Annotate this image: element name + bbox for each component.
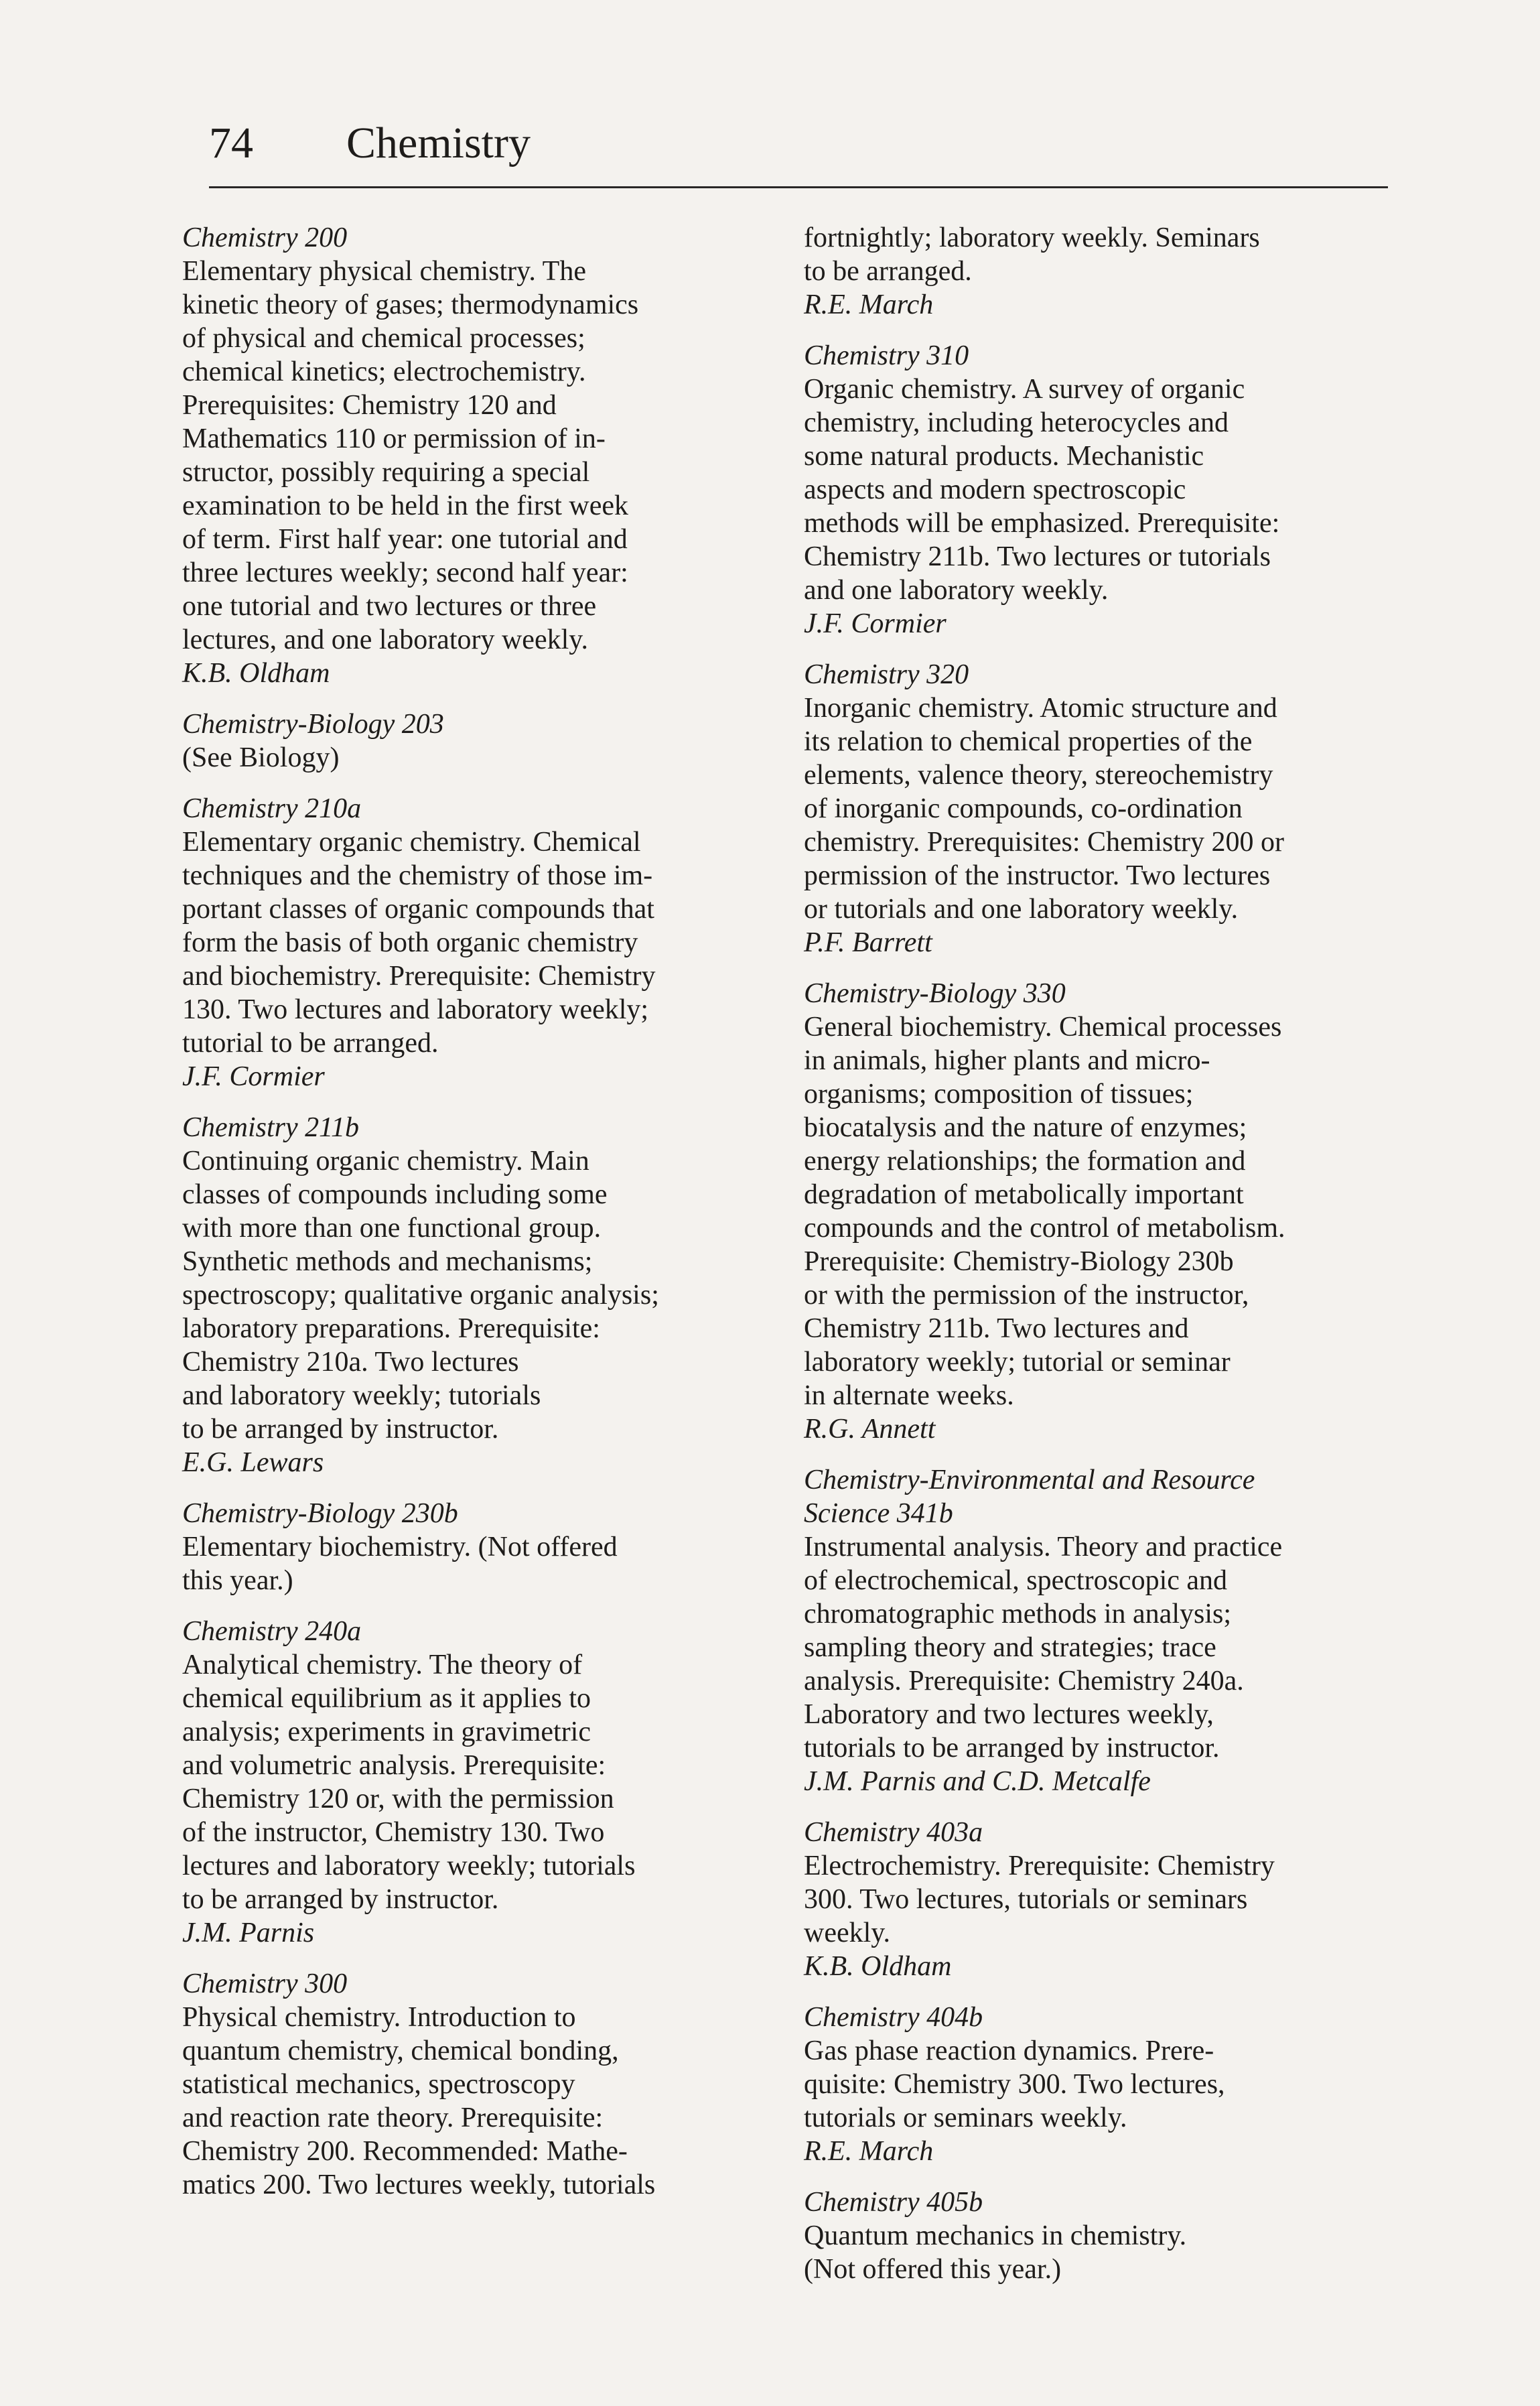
course-instructor: P.F. Barrett bbox=[804, 927, 932, 958]
course-title: Chemistry 320 bbox=[804, 659, 969, 690]
course-instructor: K.B. Oldham bbox=[182, 658, 330, 689]
course-description: Elementary biochemistry. (Not offered this year.) bbox=[182, 1532, 618, 1596]
page-header bbox=[209, 113, 1388, 188]
page-title: Chemistry bbox=[346, 119, 531, 168]
course-instructor: J.F. Cormier bbox=[804, 608, 947, 639]
course-description: fortnightly; laboratory weekly. Seminars to be arranged. bbox=[804, 222, 1260, 287]
course-description: (See Biology) bbox=[182, 742, 340, 773]
course-title: Chemistry 211b bbox=[182, 1112, 360, 1143]
course-title: Chemistry-Biology 203 bbox=[182, 709, 444, 740]
course-description: Analytical chemistry. The theory of chemical equilibrium as it applies to analysis; experiments in gravimetric and volumetric analysis. Prerequisite: Chemistry 120 or, with the permission of the instructor, Chemistry 130. Two lectures and laboratory weekly; tutorials to be arranged by instructor. bbox=[182, 1650, 636, 1915]
course-entry bbox=[182, 1111, 785, 1479]
course-entry bbox=[804, 1816, 1407, 1983]
course-entry bbox=[804, 2001, 1407, 2168]
course-entry bbox=[182, 221, 785, 690]
course-title: Chemistry 310 bbox=[804, 340, 969, 371]
left-column bbox=[182, 221, 785, 2219]
course-description: Continuing organic chemistry. Main classes of compounds including some with more than one functional group. Synthetic methods and mechanisms; spectroscopy; qualitative organic analysis; laboratory preparations. Prerequisite: Chemistry 210a. Two lectures and laboratory weekly; tutorials to be arranged by instructor. bbox=[182, 1146, 659, 1445]
course-description: Elementary physical chemistry. The kinetic theory of gases; thermodynamics of physical and chemical processes; chemical kinetics; electrochemistry. Prerequisites: Chemistry 120 and Mathematics 110 or permission of in- structor, possibly requiring a special examination to be held in the first week of term. First half year: one tutorial and three lectures weekly; second half year: one tutorial and two lectures or three lectures, and one laboratory weekly. bbox=[182, 256, 639, 655]
course-entry bbox=[804, 977, 1407, 1446]
course-entry bbox=[182, 1967, 785, 2202]
course-title: Chemistry 210a bbox=[182, 793, 362, 824]
course-entry-continued bbox=[804, 221, 1407, 322]
course-description: General biochemistry. Chemical processes in animals, higher plants and micro- organisms; composition of tissues; biocatalysis and the nature of enzymes; energy relationships; the formation and degradation of metabolically important compounds and the control of metabolism. Prerequisite: Chemistry-Biology 230b or with the permission of the instructor, Chemistry 211b. Two lectures and laboratory weekly; tutorial or seminar in alternate weeks. bbox=[804, 1012, 1285, 1411]
course-instructor: R.E. March bbox=[804, 289, 934, 320]
course-entry bbox=[804, 2186, 1407, 2286]
course-title: Chemistry-Biology 330 bbox=[804, 978, 1066, 1009]
course-title: Chemistry 240a bbox=[182, 1616, 362, 1647]
course-description: Quantum mechanics in chemistry. (Not offered this year.) bbox=[804, 2220, 1187, 2285]
course-instructor: J.M. Parnis and C.D. Metcalfe bbox=[804, 1766, 1151, 1797]
course-entry bbox=[182, 708, 785, 775]
course-instructor: K.B. Oldham bbox=[804, 1951, 952, 1982]
course-title: Chemistry-Environmental and Resource Science 341b bbox=[804, 1465, 1255, 1529]
course-instructor: J.M. Parnis bbox=[182, 1918, 315, 1948]
course-entry bbox=[182, 792, 785, 1093]
course-entry bbox=[804, 658, 1407, 959]
course-description: Gas phase reaction dynamics. Prere- quisite: Chemistry 300. Two lectures, tutorials or seminars weekly. bbox=[804, 2035, 1225, 2133]
course-entry bbox=[182, 1497, 785, 1597]
right-column bbox=[804, 221, 1407, 2303]
course-description: Physical chemistry. Introduction to quantum chemistry, chemical bonding, statistical mechanics, spectroscopy and reaction rate theory. Prerequisite: Chemistry 200. Recommended: Mathe- matics 200. Two lectures weekly, tutorials bbox=[182, 2002, 656, 2200]
course-description: Electrochemistry. Prerequisite: Chemistry 300. Two lectures, tutorials or seminars weekly. bbox=[804, 1851, 1275, 1948]
course-title: Chemistry 200 bbox=[182, 222, 348, 253]
course-description: Inorganic chemistry. Atomic structure and its relation to chemical properties of the elements, valence theory, stereochemistry of inorganic compounds, co-ordination chemistry. Prerequisites: Chemistry 200 or permission of the instructor. Two lectures or tutorials and one laboratory weekly. bbox=[804, 693, 1284, 925]
course-description: Organic chemistry. A survey of organic chemistry, including heterocycles and some natural products. Mechanistic aspects and modern spectroscopic methods will be emphasized. Prerequisite: Chemistry 211b. Two lectures or tutorials and one laboratory weekly. bbox=[804, 374, 1280, 606]
course-instructor: R.E. March bbox=[804, 2136, 934, 2167]
course-instructor: R.G. Annett bbox=[804, 1414, 936, 1445]
course-instructor: E.G. Lewars bbox=[182, 1447, 324, 1478]
course-instructor: J.F. Cormier bbox=[182, 1061, 325, 1092]
course-entry bbox=[182, 1615, 785, 1950]
course-description: Elementary organic chemistry. Chemical techniques and the chemistry of those im- portant classes of organic compounds that form the basis of both organic chemistry and biochemistry. Prerequisite: Chemistry 130. Two lectures and laboratory weekly; tutorial to be arranged. bbox=[182, 827, 656, 1059]
course-entry bbox=[804, 339, 1407, 641]
course-title: Chemistry 403a bbox=[804, 1817, 983, 1848]
page-number: 74 bbox=[209, 119, 253, 168]
course-title: Chemistry 405b bbox=[804, 2187, 983, 2218]
course-title: Chemistry-Biology 230b bbox=[182, 1498, 458, 1529]
course-title: Chemistry 300 bbox=[182, 1968, 348, 1999]
course-title: Chemistry 404b bbox=[804, 2002, 983, 2033]
course-entry bbox=[804, 1463, 1407, 1798]
course-description: Instrumental analysis. Theory and practice of electrochemical, spectroscopic and chromatographic methods in analysis; sampling theory and strategies; trace analysis. Prerequisite: Chemistry 240a. Laboratory and two lectures weekly, tutorials to be arranged by instructor. bbox=[804, 1532, 1283, 1763]
